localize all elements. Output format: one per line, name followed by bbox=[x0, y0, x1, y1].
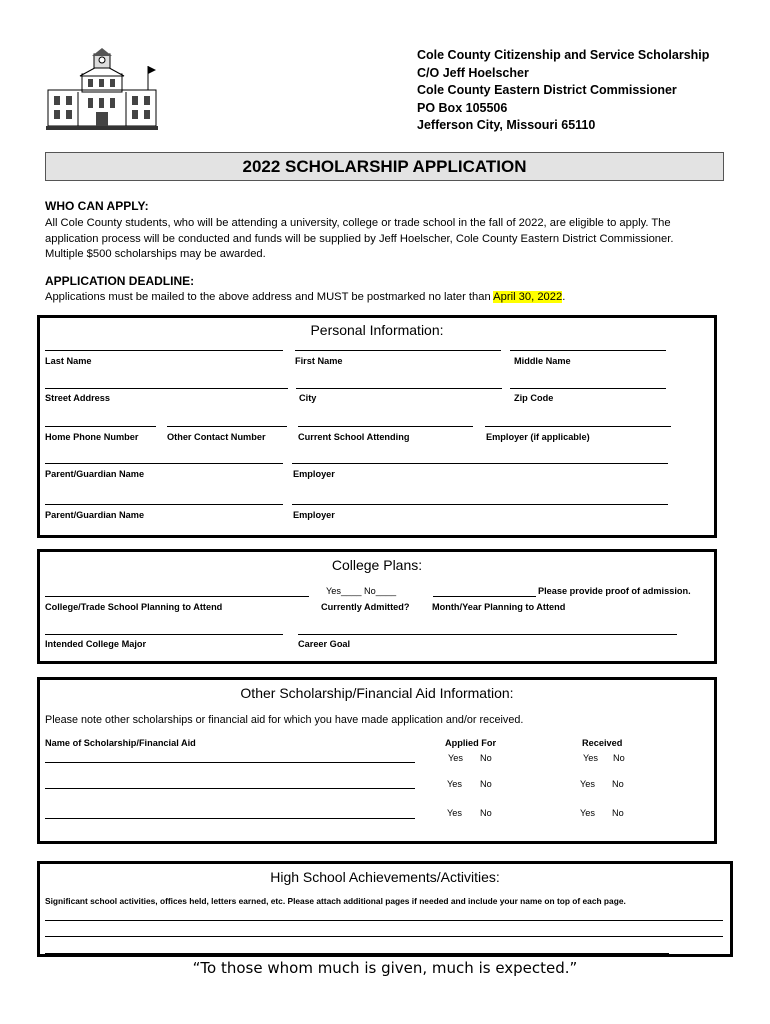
city-label: City bbox=[299, 393, 317, 403]
deadline-text bbox=[45, 290, 565, 306]
career-field[interactable] bbox=[298, 634, 677, 635]
applied-yes-2[interactable]: Yes bbox=[447, 779, 462, 789]
major-field[interactable] bbox=[45, 634, 283, 635]
aid-name-field-3[interactable] bbox=[45, 818, 415, 819]
address-line: Cole County Eastern District Commissioner bbox=[417, 83, 677, 98]
middle-name-label: Middle Name bbox=[514, 356, 571, 366]
applied-yes-1[interactable]: Yes bbox=[448, 753, 463, 763]
who-line: application process will be conducted and funds will be supplied by Jeff Hoelscher, Cole County Eastern District Commissioner. bbox=[45, 232, 674, 245]
financial-aid-title: Other Scholarship/Financial Aid Information: bbox=[240, 685, 514, 701]
career-label: Career Goal bbox=[298, 639, 351, 649]
zip-label: Zip Code bbox=[514, 393, 554, 403]
achievements-line-1[interactable] bbox=[45, 920, 723, 921]
address-line: Cole County Citizenship and Service Scholarship bbox=[417, 48, 710, 62]
received-no-1[interactable]: No bbox=[613, 753, 625, 763]
home-phone-label: Home Phone Number bbox=[45, 432, 139, 442]
month-year-label: Month/Year Planning to Attend bbox=[432, 602, 566, 612]
achievements-box bbox=[37, 861, 733, 957]
guardian2-employer-label: Employer bbox=[293, 510, 335, 520]
financial-aid-box bbox=[37, 677, 717, 844]
applied-no-1[interactable]: No bbox=[480, 753, 492, 763]
received-no-2[interactable]: No bbox=[612, 779, 624, 789]
who-text bbox=[45, 216, 673, 263]
address-line: PO Box 105506 bbox=[417, 100, 508, 115]
received-yes-2[interactable]: Yes bbox=[580, 779, 595, 789]
college-school-label: College/Trade School Planning to Attend bbox=[45, 602, 223, 612]
admitted-yes-no[interactable]: Yes____ No____ bbox=[326, 586, 397, 596]
personal-info-box bbox=[37, 315, 717, 538]
guardian2-employer-field[interactable] bbox=[292, 504, 668, 505]
applied-no-2[interactable]: No bbox=[480, 779, 492, 789]
received-yes-1[interactable]: Yes bbox=[583, 753, 598, 763]
who-line: All Cole County students, who will be attending a university, college or trade school in the fall of 2022, are eligible to apply. The bbox=[45, 217, 671, 229]
deadline-date: April 30, 2022 bbox=[493, 291, 563, 303]
achievements-line-3[interactable] bbox=[45, 953, 669, 954]
school-label: Current School Attending bbox=[298, 432, 410, 442]
guardian2-field[interactable] bbox=[45, 504, 283, 505]
deadline-heading: APPLICATION DEADLINE: bbox=[45, 274, 195, 288]
courthouse-logo bbox=[44, 46, 160, 132]
city-field[interactable] bbox=[296, 388, 502, 389]
achievements-title: High School Achievements/Activities: bbox=[270, 869, 500, 885]
applied-no-3[interactable]: No bbox=[480, 808, 492, 818]
who-heading: WHO CAN APPLY: bbox=[45, 199, 149, 213]
aid-received-header: Received bbox=[582, 738, 623, 748]
admitted-label: Currently Admitted? bbox=[321, 602, 410, 612]
last-name-label: Last Name bbox=[45, 356, 92, 366]
street-field[interactable] bbox=[45, 388, 288, 389]
aid-name-field-2[interactable] bbox=[45, 788, 415, 789]
first-name-field[interactable] bbox=[295, 350, 501, 351]
personal-info-title: Personal Information: bbox=[310, 322, 444, 338]
applied-yes-3[interactable]: Yes bbox=[447, 808, 462, 818]
address-line: C/O Jeff Hoelscher bbox=[417, 65, 529, 80]
major-label: Intended College Major bbox=[45, 639, 147, 649]
other-contact-label: Other Contact Number bbox=[167, 432, 266, 442]
guardian1-employer-label: Employer bbox=[293, 469, 335, 479]
college-school-field[interactable] bbox=[45, 596, 309, 597]
school-field[interactable] bbox=[298, 426, 473, 427]
guardian1-field[interactable] bbox=[45, 463, 283, 464]
college-plans-box bbox=[37, 549, 717, 664]
guardian1-label: Parent/Guardian Name bbox=[45, 469, 145, 479]
received-no-3[interactable]: No bbox=[612, 808, 624, 818]
aid-name-header: Name of Scholarship/Financial Aid bbox=[45, 738, 196, 748]
achievements-line-2[interactable] bbox=[45, 936, 723, 937]
aid-applied-header: Applied For bbox=[445, 738, 497, 748]
college-plans-title: College Plans: bbox=[331, 557, 423, 573]
deadline-period: . bbox=[562, 291, 566, 303]
deadline-body: Applications must be mailed to the above address and MUST be postmarked no later than bbox=[45, 291, 494, 303]
page-title: 2022 SCHOLARSHIP APPLICATION bbox=[45, 152, 724, 181]
aid-name-field-1[interactable] bbox=[45, 762, 415, 763]
guardian1-employer-field[interactable] bbox=[292, 463, 668, 464]
first-name-label: First Name bbox=[295, 356, 343, 366]
mailing-address bbox=[417, 47, 709, 135]
guardian2-label: Parent/Guardian Name bbox=[45, 510, 145, 520]
address-line: Jefferson City, Missouri 65110 bbox=[417, 118, 596, 133]
middle-name-field[interactable] bbox=[510, 350, 666, 351]
zip-field[interactable] bbox=[510, 388, 666, 389]
proof-note: Please provide proof of admission. bbox=[538, 586, 691, 596]
other-contact-field[interactable] bbox=[167, 426, 287, 427]
closing-quote: “To those whom much is given, much is expected.” bbox=[192, 959, 578, 977]
employer-label: Employer (if applicable) bbox=[486, 432, 590, 442]
who-line: Multiple $500 scholarships may be awarded. bbox=[45, 248, 266, 261]
received-yes-3[interactable]: Yes bbox=[580, 808, 595, 818]
financial-aid-note: Please note other scholarships or financial aid for which you have made application and/or received. bbox=[45, 714, 524, 726]
street-label: Street Address bbox=[45, 393, 111, 403]
employer-field[interactable] bbox=[485, 426, 671, 427]
month-year-field[interactable] bbox=[433, 596, 536, 597]
home-phone-field[interactable] bbox=[45, 426, 156, 427]
last-name-field[interactable] bbox=[45, 350, 283, 351]
achievements-note: Significant school activities, offices held, letters earned, etc. Please attach additional pages if needed and include your name on top of each page. bbox=[45, 896, 626, 906]
